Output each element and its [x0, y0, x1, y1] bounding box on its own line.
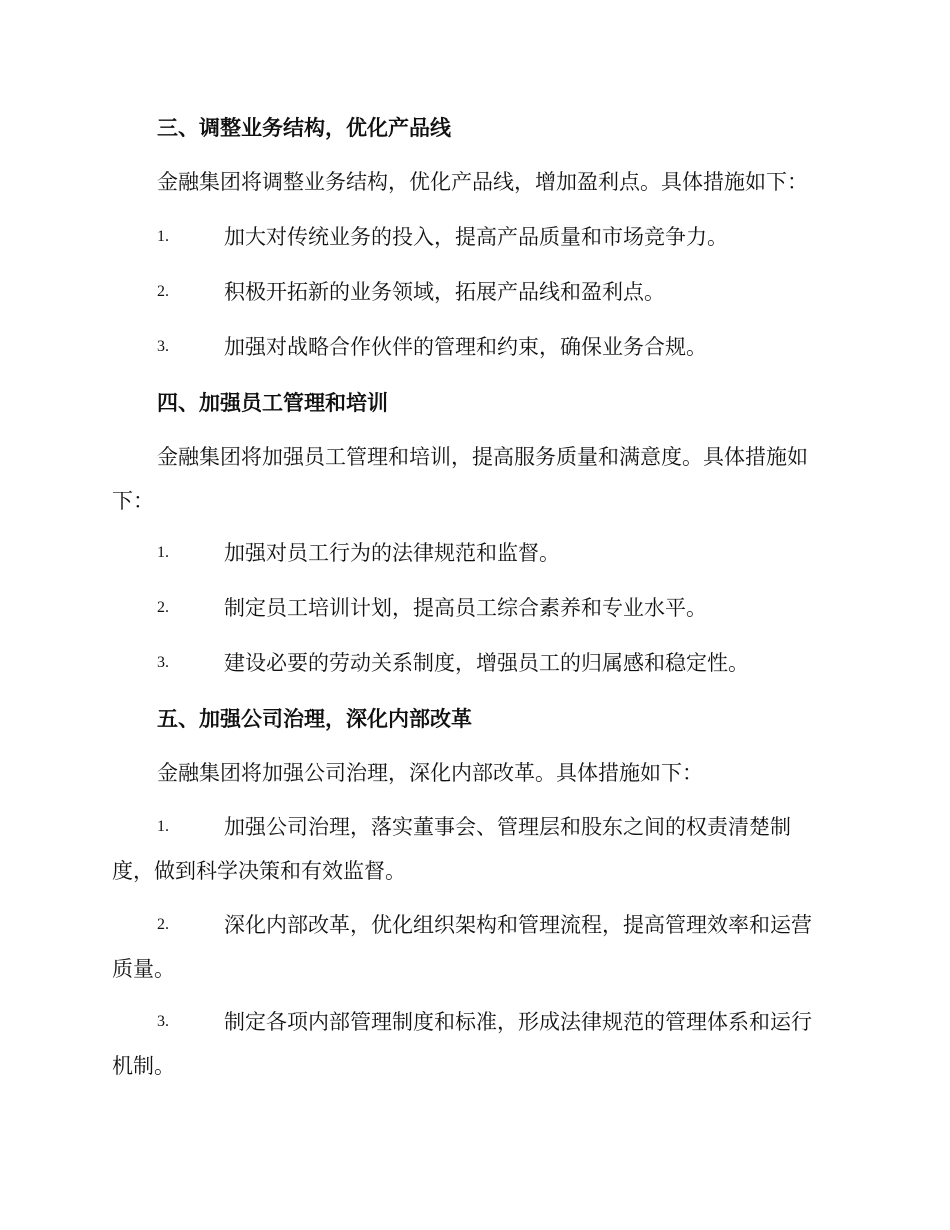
list-item-text: 深化内部改革，优化组织架构和管理流程，提高管理效率和运营 [224, 913, 812, 937]
list-item-text: 加大对传统业务的投入，提高产品质量和市场竞争力。 [224, 225, 728, 249]
list-item-text: 制定各项内部管理制度和标准，形成法律规范的管理体系和运行 [224, 1010, 812, 1034]
section-heading: 五、加强公司治理，深化内部改革 [157, 706, 472, 731]
list-item [112, 325, 832, 369]
list-item-number: 2. [157, 916, 169, 933]
list-item [112, 586, 832, 630]
list-item-text: 制定员工培训计划，提高员工综合素养和专业水平。 [224, 596, 707, 620]
list-item-number: 2. [157, 599, 169, 616]
list-item [112, 531, 832, 575]
list-item [112, 903, 832, 991]
list-item [112, 1000, 832, 1088]
list-item-number: 3. [157, 654, 169, 671]
list-item-number: 2. [157, 283, 169, 300]
list-item-continuation: 度，做到科学决策和有效监督。 [112, 859, 406, 883]
list-item-text: 建设必要的劳动关系制度，增强员工的归属感和稳定性。 [224, 651, 749, 675]
section-intro: 金融集团将加强公司治理，深化内部改革。具体措施如下： [157, 761, 703, 785]
section-intro: 金融集团将调整业务结构，优化产品线，增加盈利点。具体措施如下： [157, 170, 808, 194]
section-heading: 四、加强员工管理和培训 [157, 390, 388, 415]
list-item [112, 641, 832, 685]
section-intro: 金融集团将加强员工管理和培训，提高服务质量和满意度。具体措施如下： [112, 445, 808, 513]
list-item-continuation: 机制。 [112, 1054, 175, 1078]
list-item-number: 1. [157, 228, 169, 245]
section-heading: 三、调整业务结构，优化产品线 [157, 115, 451, 140]
list-item-continuation: 质量。 [112, 957, 175, 981]
list-item [112, 805, 832, 893]
list-item-text: 加强对战略合作伙伴的管理和约束，确保业务合规。 [224, 335, 707, 359]
list-item-text: 加强公司治理，落实董事会、管理层和股东之间的权责清楚制 [224, 815, 791, 839]
list-item-number: 1. [157, 818, 169, 835]
list-item [112, 270, 832, 314]
list-item-number: 1. [157, 544, 169, 561]
list-item-number: 3. [157, 338, 169, 355]
list-item-text: 加强对员工行为的法律规范和监督。 [224, 541, 560, 565]
list-item [112, 215, 832, 259]
list-item-number: 3. [157, 1013, 169, 1030]
list-item-text: 积极开拓新的业务领域，拓展产品线和盈利点。 [224, 280, 665, 304]
